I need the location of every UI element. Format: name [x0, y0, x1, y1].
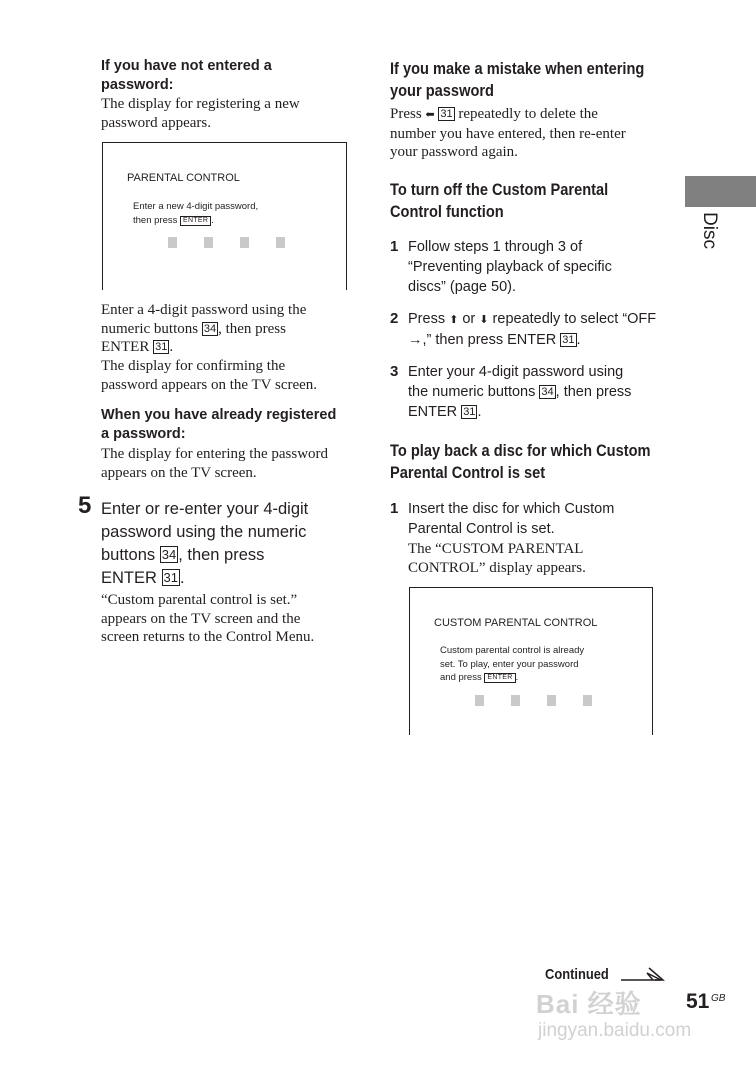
- step-5-result: “Custom parental control is set.” appears on the TV screen and the screen returns to the Control Menu.: [101, 592, 315, 646]
- paragraph-enter-password: Enter a 4-digit password using the numeric buttons 34 , then press ENTER 31 . The display for confirming the password appears on the TV screen.: [101, 302, 318, 393]
- step-number: 3: [390, 363, 399, 380]
- heading-already-registered: When you have already registered a password:: [101, 407, 337, 442]
- step-number-5: 5: [78, 492, 92, 519]
- screen-title: PARENTAL CONTROL: [127, 172, 240, 184]
- heading-turn-off: To turn off the Custom Parental Control function: [390, 180, 609, 221]
- watermark-logo: Bai 经验: [536, 989, 642, 1019]
- password-digit-slot: [547, 695, 556, 706]
- screen-title: CUSTOM PARENTAL CONTROL: [434, 617, 598, 629]
- page-number: 51: [686, 990, 710, 1013]
- screen-message: Custom parental control is already set. To play, enter your password and press ENTER .: [440, 645, 585, 683]
- password-digit-slot: [475, 695, 484, 706]
- button-ref-31-icon: 31: [163, 570, 178, 585]
- tv-screen-custom-parental-control: [409, 587, 653, 735]
- arrow-down-icon: ⬇: [479, 314, 489, 326]
- paragraph-entering-display: The display for entering the password appears on the TV screen.: [101, 446, 329, 481]
- step-number: 2: [390, 310, 399, 327]
- enter-key-icon: ENTER: [484, 673, 515, 683]
- button-ref-34-icon: 34: [161, 547, 177, 562]
- button-ref-34-icon: 34: [541, 386, 554, 398]
- page-suffix: GB: [711, 993, 726, 1004]
- enter-key-icon: ENTER: [180, 216, 211, 226]
- button-ref-31-icon: 31: [463, 406, 476, 418]
- password-digit-slot: [240, 237, 249, 248]
- continued-arrow-icon: [619, 965, 667, 985]
- continued-label: Continued: [545, 966, 609, 983]
- heading-play-back: To play back a disc for which Custom Parental Control is set: [390, 441, 651, 482]
- password-digit-slot: [511, 695, 520, 706]
- watermark-url: jingyan.baidu.com: [538, 1020, 692, 1041]
- step-1-turn-off: Follow steps 1 through 3 of “Preventing playback of specific discs” (page 50).: [408, 239, 612, 295]
- step-1-play-back: Insert the disc for which Custom Parental Control is set.: [408, 501, 615, 537]
- step-5-instruction: Enter or re-enter your 4-digit password using the numeric buttons 34 , then press ENTER 31 .: [101, 500, 309, 587]
- password-digit-slot: [168, 237, 177, 248]
- step-1-play-back-result: The “CUSTOM PARENTAL CONTROL” display appears.: [408, 541, 586, 576]
- arrow-left-icon: ⬅: [425, 109, 435, 121]
- heading-not-entered: If you have not entered a password:: [101, 58, 272, 93]
- button-ref-34-icon: 34: [203, 322, 217, 335]
- section-label: Disc: [699, 212, 720, 249]
- heading-mistake: If you make a mistake when entering your password: [390, 59, 645, 100]
- step-number: 1: [390, 500, 399, 517]
- step-number: 1: [390, 238, 399, 255]
- button-ref-31-icon: 31: [562, 334, 575, 346]
- arrow-right-icon: →: [408, 332, 423, 348]
- paragraph-register-display: The display for registering a new password appears.: [101, 96, 300, 131]
- section-tab: [685, 176, 756, 207]
- password-digit-slot: [583, 695, 592, 706]
- button-ref-31-icon: 31: [440, 108, 453, 120]
- tv-screen-parental-control: [102, 142, 347, 290]
- step-3-turn-off: Enter your 4-digit password using the numeric buttons 34 , then press ENTER 31 .: [408, 364, 632, 420]
- button-ref-31-icon: 31: [155, 341, 168, 354]
- screen-message: Enter a new 4-digit password, then press ENTER .: [133, 201, 259, 226]
- step-2-turn-off: Press ⬆ or ⬇ repeatedly to select “OFF →,” then press ENTER 31 .: [408, 311, 657, 348]
- password-digit-slot: [204, 237, 213, 248]
- arrow-up-icon: ⬆: [449, 314, 459, 326]
- paragraph-mistake: Press ⬅ 31 repeatedly to delete the number you have entered, then re-enter your password again.: [390, 106, 626, 161]
- password-digit-slot: [276, 237, 285, 248]
